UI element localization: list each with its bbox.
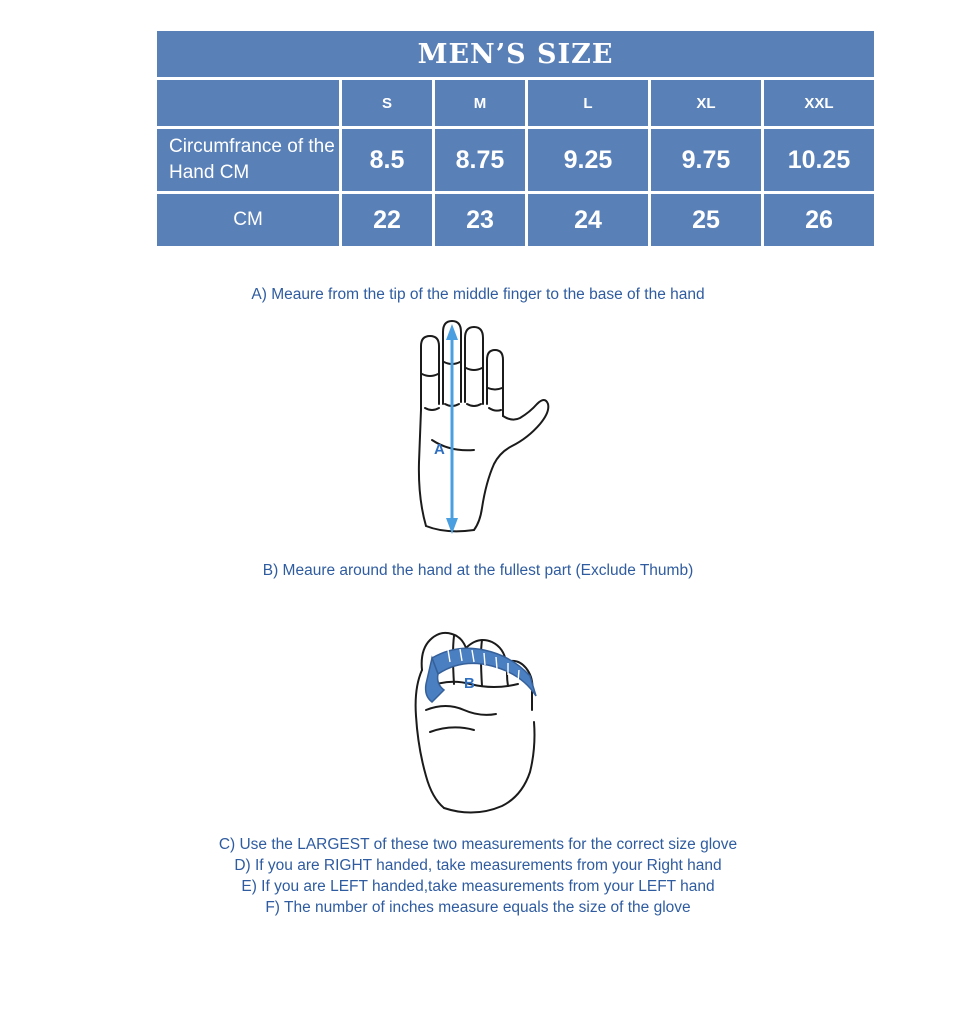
size-table — [154, 28, 877, 249]
header-cell-m: M — [435, 80, 525, 126]
size-table-container — [154, 28, 874, 249]
header-cell-s: S — [342, 80, 432, 126]
cell-cm-l: 24 — [528, 194, 648, 246]
note-e: E) If you are LEFT handed,take measurements from your LEFT hand — [241, 878, 715, 895]
table-row — [157, 129, 874, 191]
header-cell-xl: XL — [651, 80, 761, 126]
note-d: D) If you are RIGHT handed, take measurements from your Right hand — [234, 857, 722, 874]
note-f: F) The number of inches measure equals the size of the glove — [265, 899, 691, 916]
header-cell-l: L — [528, 80, 648, 126]
cell-cm-xl: 25 — [651, 194, 761, 246]
note-c: C) Use the LARGEST of these two measurements for the correct size glove — [218, 836, 738, 853]
cell-cm-m: 23 — [435, 194, 525, 246]
cell-cm-s: 22 — [342, 194, 432, 246]
notes-list — [0, 834, 956, 918]
row-label-cm: CM — [157, 194, 339, 246]
figure-b-label: B — [464, 675, 475, 692]
table-row — [157, 194, 874, 246]
measure-arrow-a — [446, 324, 458, 534]
header-cell-blank — [157, 80, 339, 126]
table-title: MEN’S SIZE — [157, 31, 874, 77]
table-title-row — [157, 31, 874, 77]
header-cell-xxl: XXL — [764, 80, 874, 126]
caption-b: B) Meaure around the hand at the fullest part (Exclude Thumb) — [262, 562, 694, 579]
open-hand-illustration — [388, 312, 568, 544]
cell-cm-xxl: 26 — [764, 194, 874, 246]
cell-circumfrance-xl: 9.75 — [651, 129, 761, 191]
cell-circumfrance-l: 9.25 — [528, 129, 648, 191]
table-header-row — [157, 80, 874, 126]
figure-a-label: A — [434, 441, 445, 458]
caption-a: A) Meaure from the tip of the middle finger to the base of the hand — [251, 286, 705, 303]
fist-hand-illustration — [396, 592, 548, 820]
cell-circumfrance-s: 8.5 — [342, 129, 432, 191]
figure-open-hand — [388, 312, 568, 544]
cell-circumfrance-m: 8.75 — [435, 129, 525, 191]
cell-circumfrance-xxl: 10.25 — [764, 129, 874, 191]
row-label-circumfrance: Circumfrance of the Hand CM — [157, 129, 339, 191]
figure-fist-hand — [396, 592, 548, 820]
